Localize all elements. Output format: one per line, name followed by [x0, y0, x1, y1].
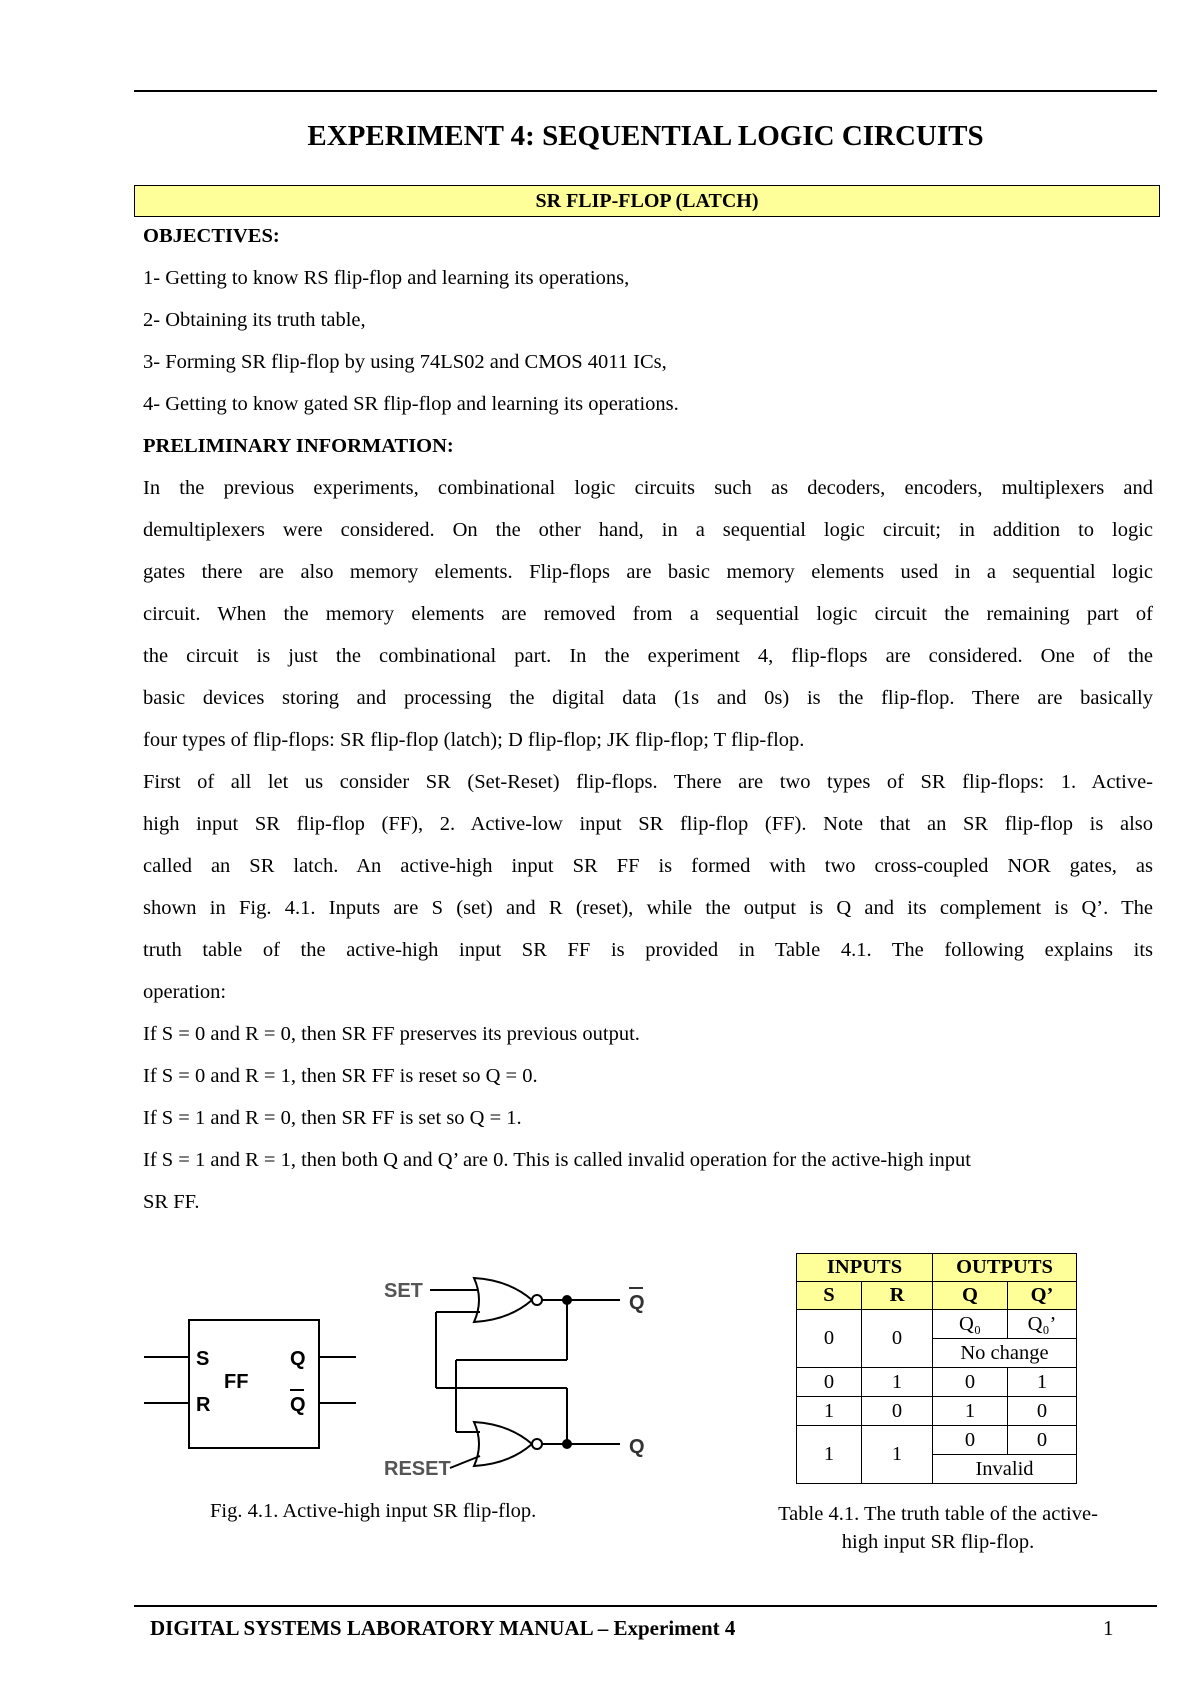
cell-s: 1 [797, 1426, 862, 1484]
table-caption-line: Table 4.1. The truth table of the active- [778, 1503, 1098, 1525]
cell-q: 1 [933, 1397, 1008, 1426]
paragraph-line: First of all let us consider SR (Set-Reset) flip-flops. There are two types of SR flip-flops: 1. Active- [143, 771, 1153, 793]
operation-case: If S = 0 and R = 1, then SR FF is reset so Q = 0. [143, 1065, 538, 1087]
cell-q: Q₀ [933, 1310, 1008, 1339]
bottom-rule [134, 1605, 1157, 1607]
cell-r: 0 [862, 1397, 933, 1426]
col-header-r: R [862, 1282, 933, 1310]
paragraph-line: In the previous experiments, combinational logic circuits such as decoders, encoders, multiplexers and [143, 477, 1153, 499]
nor-gate-bottom-icon [474, 1422, 532, 1466]
preliminary-heading: PRELIMINARY INFORMATION: [143, 435, 454, 457]
figure-caption: Fig. 4.1. Active-high input SR flip-flop. [210, 1500, 537, 1522]
cell-r: 1 [862, 1426, 933, 1484]
objective-item: 3- Forming SR flip-flop by using 74LS02 and CMOS 4011 ICs, [143, 351, 667, 373]
ff-r-label: R [196, 1394, 211, 1416]
table-caption [738, 1500, 1138, 1556]
top-rule [134, 90, 1157, 92]
paragraph-line: the circuit is just the combinational part. In the experiment 4, flip-flops are considered. One of the [143, 645, 1153, 667]
footer-title: DIGITAL SYSTEMS LABORATORY MANUAL – Experiment 4 [150, 1616, 736, 1640]
cell-note: Invalid [933, 1455, 1077, 1484]
ff-qbar-label: Q [290, 1394, 306, 1416]
paragraph-line: high input SR flip-flop (FF), 2. Active-low input SR flip-flop (FF). Note that an SR flip-flop is also [143, 813, 1153, 835]
table-row [797, 1397, 1077, 1426]
ff-block-box [189, 1320, 319, 1448]
ff-block-diagram [144, 1318, 360, 1458]
table-caption-line: high input SR flip-flop. [841, 1531, 1035, 1553]
paragraph-line: operation: [143, 981, 227, 1003]
cell-s: 1 [797, 1397, 862, 1426]
cell-q: 0 [933, 1368, 1008, 1397]
ff-label: FF [224, 1371, 249, 1393]
cell-r: 1 [862, 1368, 933, 1397]
objective-item: 4- Getting to know gated SR flip-flop and learning its operations. [143, 393, 679, 415]
paragraph-line: circuit. When the memory elements are removed from a sequential logic circuit the remaining part of [143, 603, 1153, 625]
objective-item: 1- Getting to know RS flip-flop and learning its operations, [143, 267, 630, 289]
paragraph-line: demultiplexers were considered. On the other hand, in a sequential logic circuit; in addition to logic [143, 519, 1153, 541]
nor-gate-top-icon [474, 1278, 532, 1322]
operation-case: SR FF. [143, 1191, 200, 1213]
cell-qprime: 0 [1008, 1426, 1077, 1455]
objectives-heading: OBJECTIVES: [143, 225, 280, 247]
set-label: SET [384, 1280, 423, 1302]
body-text [143, 215, 1153, 1223]
operation-case: If S = 1 and R = 1, then both Q and Q’ are 0. This is called invalid operation for the active-high input [143, 1149, 971, 1171]
objective-item: 2- Obtaining its truth table, [143, 309, 366, 331]
paragraph-line: truth table of the active-high input SR FF is provided in Table 4.1. The following explains its [143, 939, 1153, 961]
ff-s-label: S [196, 1348, 210, 1370]
page-title: EXPERIMENT 4: SEQUENTIAL LOGIC CIRCUITS [307, 120, 984, 152]
table-row [797, 1310, 1077, 1339]
cell-qprime: Q₀’ [1008, 1310, 1077, 1339]
cell-qprime: 0 [1008, 1397, 1077, 1426]
reset-label: RESET [384, 1458, 451, 1480]
inputs-header: INPUTS [797, 1254, 933, 1282]
col-header-q: Q [933, 1282, 1008, 1310]
cell-s: 0 [797, 1310, 862, 1368]
table-row [797, 1368, 1077, 1397]
paragraph-line: called an SR latch. An active-high input SR FF is formed with two cross-coupled NOR gates, as [143, 855, 1153, 877]
cell-qprime: 1 [1008, 1368, 1077, 1397]
circuit-q-label: Q [629, 1436, 645, 1458]
col-header-qprime: Q’ [1008, 1282, 1077, 1310]
cell-s: 0 [797, 1368, 862, 1397]
outputs-header: OUTPUTS [933, 1254, 1077, 1282]
circuit-qbar-label: Q [629, 1292, 645, 1314]
paragraph-line: basic devices storing and processing the digital data (1s and 0s) is the flip-flop. There are basically [143, 687, 1153, 709]
cell-q: 0 [933, 1426, 1008, 1455]
truth-table [796, 1253, 1077, 1484]
paragraph-line: shown in Fig. 4.1. Inputs are S (set) and R (reset), while the output is Q and its complement is Q’. The [143, 897, 1153, 919]
operation-case: If S = 1 and R = 0, then SR FF is set so Q = 1. [143, 1107, 522, 1129]
cell-note: No change [933, 1339, 1077, 1368]
operation-case: If S = 0 and R = 0, then SR FF preserves its previous output. [143, 1023, 640, 1045]
section-banner: SR FLIP-FLOP (LATCH) [134, 185, 1160, 217]
page-number: 1 [1103, 1616, 1114, 1640]
table-row [797, 1426, 1077, 1455]
col-header-s: S [797, 1282, 862, 1310]
cell-r: 0 [862, 1310, 933, 1368]
paragraph-line: four types of flip-flops: SR flip-flop (latch); D flip-flop; JK flip-flop; T flip-flop. [143, 729, 805, 751]
nor-latch-circuit [384, 1270, 704, 1480]
ff-q-label: Q [290, 1348, 306, 1370]
paragraph-line: gates there are also memory elements. Flip-flops are basic memory elements used in a sequential logic [143, 561, 1153, 583]
